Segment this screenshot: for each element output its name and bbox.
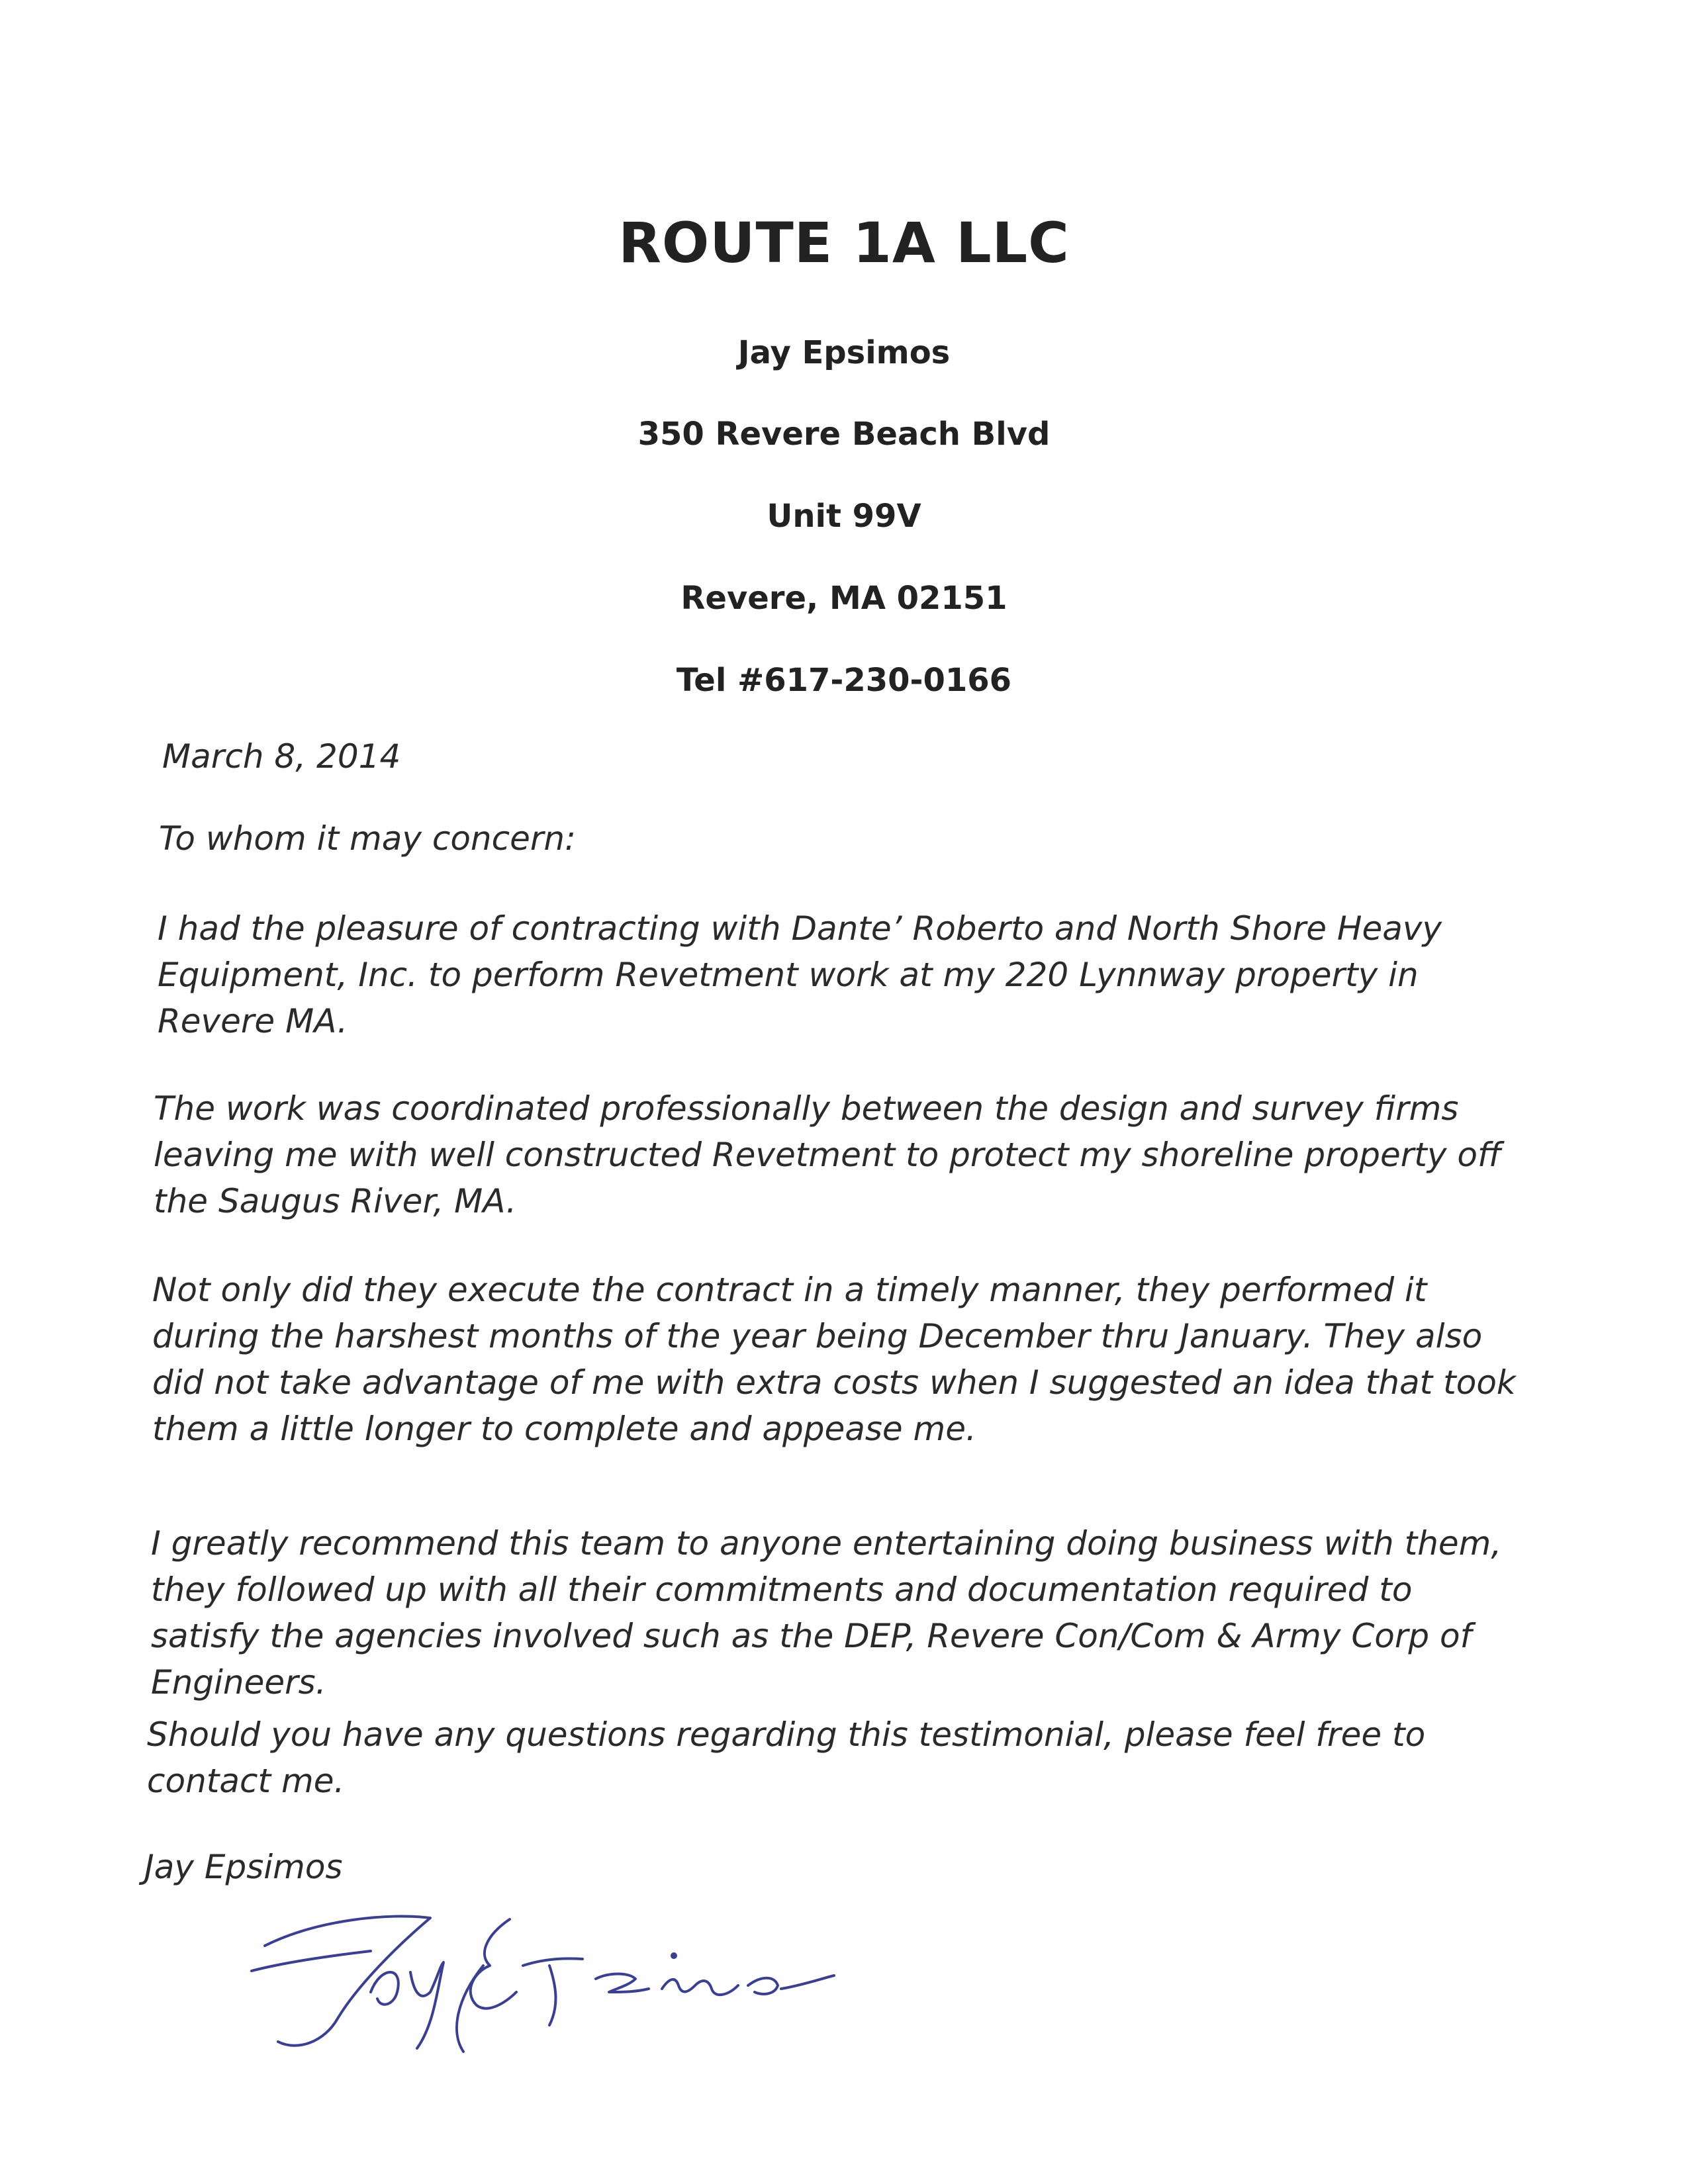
letterhead-unit: Unit 99V	[767, 498, 921, 535]
paragraph-2: The work was coordinated professionally between the design and survey firms leaving me with well constructed Revetment to protect my shoreline property off the Saugus River, MA.	[154, 1089, 1502, 1220]
company-name: ROUTE 1A LLC	[618, 210, 1070, 275]
letterhead-phone: Tel #617-230-0166	[676, 662, 1012, 699]
paragraph-1: I had the pleasure of contracting with Dante’ Roberto and North Shore Heavy Equipment, Inc. to perform Revetment work at my 220 Lynnway property in Revere MA.	[158, 909, 1442, 1040]
paragraph-5: Should you have any questions regarding this testimonial, please feel free to contact me.	[147, 1715, 1426, 1800]
letter-date: March 8, 2014	[162, 737, 401, 776]
salutation: To whom it may concern:	[159, 819, 576, 858]
paragraph-4: I greatly recommend this team to anyone entertaining doing business with them, they followed up with all their commitments and documentation required to satisfy the agencies involved such as the DEP, Revere Con/Com & Army Corp of Engineers.	[151, 1524, 1502, 1702]
handwritten-signature	[238, 1893, 867, 2065]
paragraph-3: Not only did they execute the contract in a timely manner, they performed it during the harshest months of the year being December thru January. They also did not take advantage of me with extra costs when I suggested an idea that took them a little longer to complete and appease me.	[152, 1271, 1516, 1448]
letterhead-contact-name: Jay Epsimos	[737, 334, 951, 371]
letterhead-street: 350 Revere Beach Blvd	[637, 416, 1051, 453]
closing-name: Jay Epsimos	[144, 1848, 343, 1886]
letterhead-city-state-zip: Revere, MA 02151	[680, 580, 1008, 617]
